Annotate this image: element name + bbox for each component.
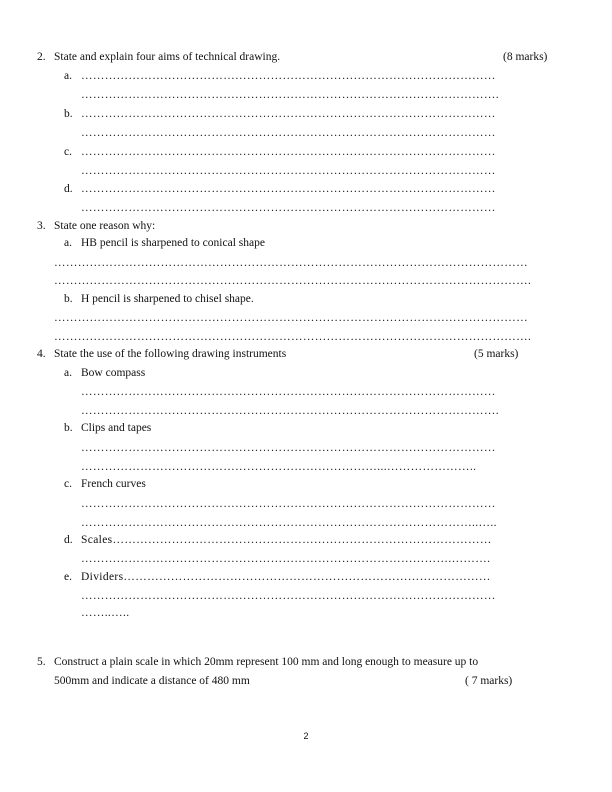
q2a-answer-line-2[interactable]: ……………………………………………………………………………………………. [81, 89, 499, 101]
q4-number: 4. [37, 348, 46, 360]
q5-number: 5. [37, 656, 46, 668]
q2a-answer-line-1[interactable]: …………………………………………………………………………………………… [81, 70, 496, 82]
q3a-answer-line-1[interactable]: ………………………………………………………………………………………………………… [54, 257, 528, 269]
q4a-label: a. [64, 367, 72, 379]
q3-number: 3. [37, 220, 46, 232]
q2c-answer-line-2[interactable]: …………………………………………………………………………………………… [81, 165, 496, 177]
q3a-answer-line-2[interactable]: …………………………………………………………………………………………………………. [54, 275, 532, 287]
q4c-answer-line-2[interactable]: ………………………………………………………………………………………..….. [81, 517, 497, 529]
q2b-label: b. [64, 108, 73, 120]
q2b-answer-line-2[interactable]: …………………………………………………………………………………………… [81, 127, 496, 139]
q4a-answer-line-1[interactable]: …………………………………………………………………………………………… [81, 386, 496, 398]
q4d-text[interactable]: Scales…………………………………………………………………………………… [81, 534, 492, 546]
q4e-text[interactable]: Dividers………………………………………………………………………………… [81, 571, 491, 583]
q5-text-line-1: Construct a plain scale in which 20mm represent 100 mm and long enough to measure up to [54, 656, 479, 668]
q5-marks: ( 7 marks) [465, 675, 513, 687]
q2d-answer-line-2[interactable]: …………………………………………………………………………………………… [81, 202, 496, 214]
q2c-label: c. [64, 146, 72, 158]
q3b-answer-line-2[interactable]: …………………………………………………………………………………………………………. [54, 331, 532, 343]
q4c-text: French curves [81, 478, 146, 490]
q4c-answer-line-1[interactable]: …………………………………………………………………………………………… [81, 498, 496, 510]
q4c-label: c. [64, 478, 72, 490]
q4e-answer-line-1[interactable]: …………………………………………………………………………………………… [81, 590, 496, 602]
q4-marks: (5 marks) [474, 348, 519, 360]
q3b-text: H pencil is sharpened to chisel shape. [81, 293, 254, 305]
q3-text: State one reason why: [54, 220, 156, 232]
q4d-answer-line-1[interactable]: ………………………………………………………………………………….………. [81, 553, 491, 565]
q4b-text: Clips and tapes [81, 422, 152, 434]
q2d-label: d. [64, 183, 73, 195]
q2-marks: (8 marks) [503, 51, 548, 63]
q2b-answer-line-1[interactable]: …………………………………………………………………………………………… [81, 108, 496, 120]
q4e-label: e. [64, 571, 72, 583]
q3a-label: a. [64, 237, 72, 249]
q3b-label: b. [64, 293, 73, 305]
q4e-answer-line-2[interactable]: ……..….. [81, 607, 130, 619]
q4a-text: Bow compass [81, 367, 146, 379]
q4b-label: b. [64, 422, 73, 434]
q2-number: 2. [37, 51, 46, 63]
page-number: 2 [303, 731, 309, 741]
q2c-answer-line-1[interactable]: …………………………………………………………………………………………… [81, 146, 496, 158]
q2-text: State and explain four aims of technical drawing. [54, 51, 281, 63]
q2a-label: a. [64, 70, 72, 82]
q3b-answer-line-1[interactable]: ………………………………………………………………………………………………………… [54, 312, 528, 324]
q3a-text: HB pencil is sharpened to conical shape [81, 237, 265, 249]
q5-text-line-2: 500mm and indicate a distance of 480 mm [54, 675, 250, 687]
q4b-answer-line-1[interactable]: …………………………………………………………………………………………… [81, 442, 496, 454]
q4d-label: d. [64, 534, 73, 546]
q2d-answer-line-1[interactable]: …………………………………………………………………………………………… [81, 183, 496, 195]
q4-text: State the use of the following drawing instruments [54, 348, 287, 360]
q4b-answer-line-2[interactable]: …………………………………………………………………...………………….. [81, 461, 477, 473]
q4a-answer-line-2[interactable]: ……………………………………………………………………………………………. [81, 405, 499, 417]
